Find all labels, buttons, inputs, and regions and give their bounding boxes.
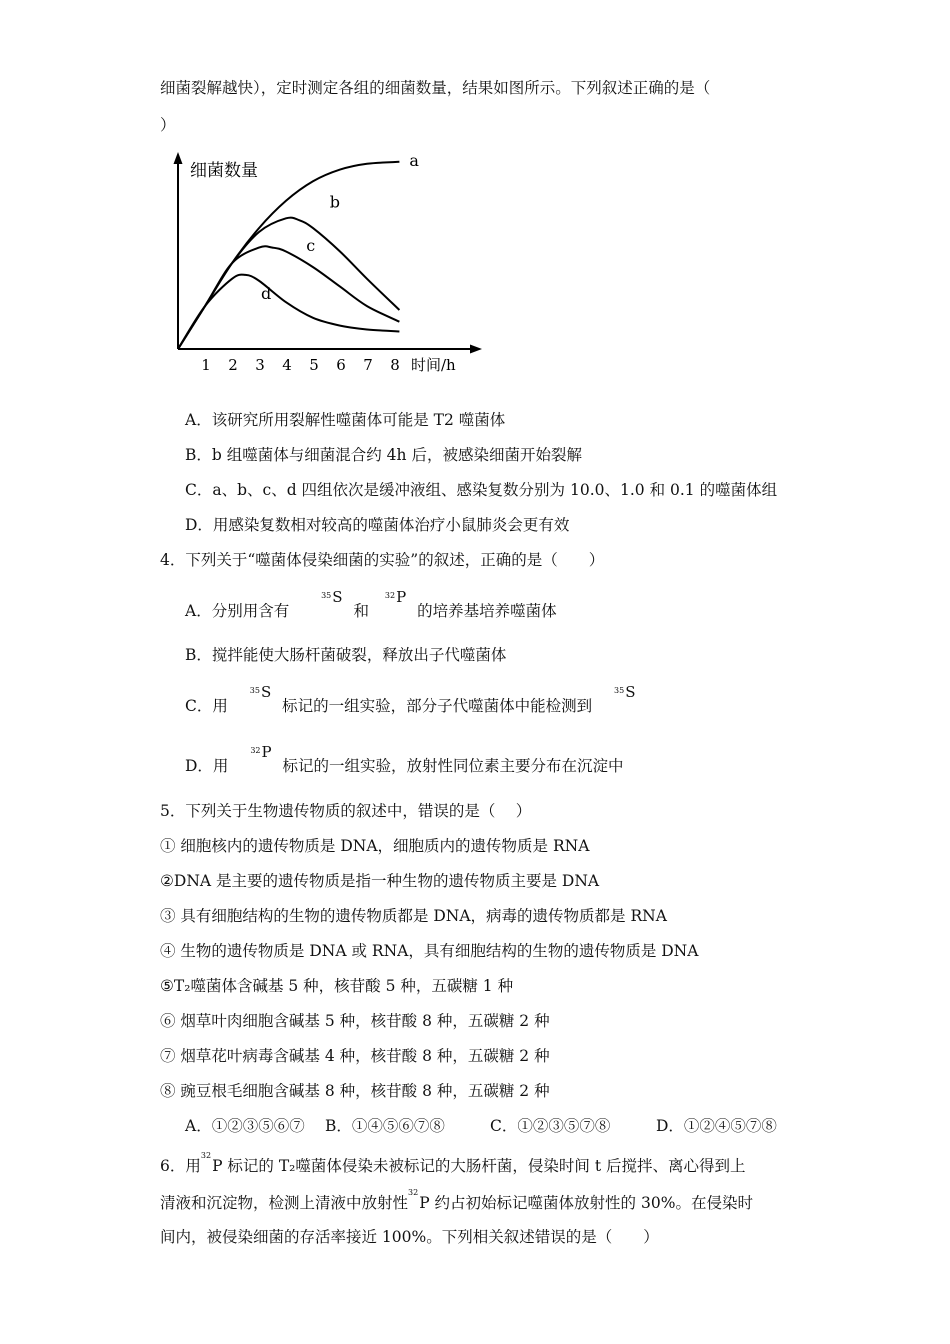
phosphorus-symbol: P [261,743,272,762]
q4-d-post: 标记的一组实验，放射性同位素主要分布在沉淀中 [282,757,624,776]
iso-32-superscript: 32 [250,746,261,755]
q4-option-a [185,588,557,621]
q5-stem: 5．下列关于生物遗传物质的叙述中，错误的是（ ） [160,802,532,820]
x-tick-label: 4 [282,356,292,374]
iso-32-superscript: 32 [384,591,396,600]
iso-35-superscript: 35 [321,591,332,600]
x-tick-label: 8 [390,356,400,374]
series-label-d: d [261,283,272,303]
q5-item-6: ⑥ 烟草叶肉细胞含碱基 5 种，核苷酸 8 种，五碳糖 2 种 [160,1012,550,1030]
y-axis-label: 细菌数量 [190,161,258,181]
series-line-d [178,275,399,349]
y-axis-arrow-icon [174,152,183,164]
q6-line-2 [160,1190,753,1213]
q3-option-c: C．a、b、c、d 四组依次是缓冲液组、感染复数分别为 10.0、1.0 和 0.1 的噬菌体组 [185,481,778,499]
x-tick-label: 7 [363,356,373,374]
iso-35-superscript: 35 [614,686,625,695]
x-tick-label: 6 [336,356,346,374]
q4-c-pre: C．用 [185,697,228,716]
q5-choice-c: C．①②③⑤⑦⑧ [490,1117,611,1135]
q4-option-b: B．搅拌能使大肠杆菌破裂，释放出子代噬菌体 [185,646,507,664]
q5-item-7: ⑦ 烟草花叶病毒含碱基 4 种，核苷酸 8 种，五碳糖 2 种 [160,1047,550,1065]
x-tick-label: 2 [228,356,238,374]
q4-option-d [185,743,624,776]
series-label-b: b [329,192,341,212]
q6-line-3: 间内，被侵染细菌的存活率接近 100%。下列相关叙述错误的是（ ） [160,1228,659,1246]
x-tick-label: 3 [255,356,265,374]
q5-choice-a: A．①②③⑤⑥⑦ [185,1117,305,1135]
x-axis-label: 时间/h [411,356,456,374]
q6-line-2-pre: 清液和沉淀物，检测上清液中放射性 [160,1194,409,1213]
phosphorus-symbol: P [396,588,407,607]
x-axis-arrow-icon [470,345,482,354]
q4-c-post: 标记的一组实验，部分子代噬菌体中能检测到 [282,697,593,716]
series-label-a: a [409,150,419,170]
x-tick-label: 1 [201,356,211,374]
q4-a-and: 和 [353,602,369,621]
q5-item-1: ① 细胞核内的遗传物质是 DNA，细胞质内的遗传物质是 RNA [160,837,590,855]
q4-a-pre: A．分别用含有 [185,602,290,621]
q5-choice-b: B．①④⑤⑥⑦⑧ [325,1117,445,1135]
q3-option-b: B．b 组噬菌体与细菌混合约 4h 后，被感染细菌开始裂解 [185,446,582,464]
q4-stem: 4．下列关于“噬菌体侵染细菌的实验”的叙述，正确的是（ ） [160,551,605,569]
q3-option-a: A．该研究所用裂解性噬菌体可能是 T2 噬菌体 [185,411,506,429]
q5-item-3: ③ 具有细胞结构的生物的遗传物质都是 DNA，病毒的遗传物质都是 RNA [160,907,667,925]
q4-a-post: 的培养基培养噬菌体 [417,602,557,621]
x-tick-label: 5 [309,356,319,374]
sulfur-symbol: S [332,588,343,607]
sulfur-symbol: S [260,683,272,702]
iso-32-superscript: 32 [408,1188,419,1197]
bacteria-count-chart [160,148,490,380]
q5-item-5: ⑤T₂噬菌体含碱基 5 种，核苷酸 5 种，五碳糖 1 种 [160,977,514,995]
q6-line-1-pre: 6．用 [160,1157,201,1176]
intro-line-2: ） [160,116,176,134]
q6-line-2-post: P 约占初始标记噬菌体放射性的 30%。在侵染时 [419,1194,753,1213]
q4-option-c [185,683,642,716]
q5-item-4: ④ 生物的遗传物质是 DNA 或 RNA，具有细胞结构的生物的遗传物质是 DNA [160,942,699,960]
iso-35-superscript: 35 [249,686,260,695]
q5-choice-d: D．①②④⑤⑦⑧ [656,1117,777,1135]
x-tick-labels [201,356,400,374]
q6-line-1-post: P 标记的 T₂噬菌体侵染未被标记的大肠杆菌，侵染时间 t 后搅拌、离心得到上 [212,1157,746,1176]
q3-option-d: D．用感染复数相对较高的噬菌体治疗小鼠肺炎会更有效 [185,516,570,534]
sulfur-symbol: S [625,683,636,702]
q5-item-2: ②DNA 是主要的遗传物质是指一种生物的遗传物质主要是 DNA [160,872,600,890]
q5-item-8: ⑧ 豌豆根毛细胞含碱基 8 种，核苷酸 8 种，五碳糖 2 种 [160,1082,550,1100]
series-label-c: c [306,235,316,255]
intro-line-1: 细菌裂解越快），定时测定各组的细菌数量，结果如图所示。下列叙述正确的是（ [160,79,711,97]
q4-d-pre: D．用 [185,757,229,776]
q6-line-1 [160,1153,745,1176]
iso-32-superscript: 32 [200,1151,212,1160]
series-line-a [178,162,399,349]
